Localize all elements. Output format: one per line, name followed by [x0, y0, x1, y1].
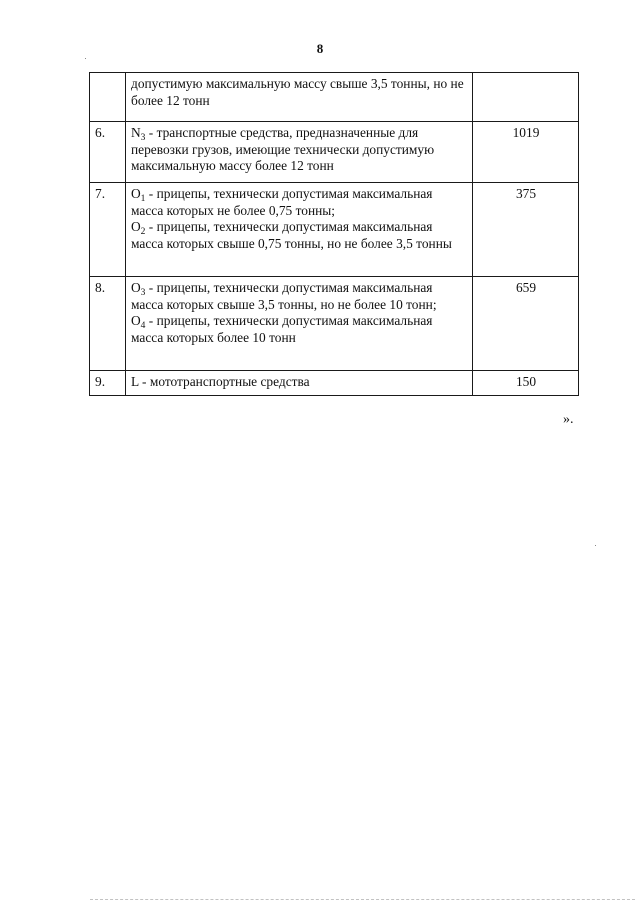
row-value — [473, 73, 579, 122]
scan-speck — [595, 545, 596, 546]
category-code: O — [131, 186, 141, 201]
category-text: - прицепы, технически допустимая максимальная масса которых не более 0,75 тонны; — [131, 186, 433, 218]
category-text: - транспортные средства, предназначенные для перевозки грузов, имеющие технически допустимую максимальную массу более 12 тонн — [131, 125, 435, 174]
category-text: - прицепы, технически допустимая максимальная масса которых более 10 тонн — [131, 313, 433, 345]
table-row — [90, 371, 579, 396]
row-value: 375 — [473, 183, 579, 277]
scan-edge-noise — [90, 899, 635, 902]
category-entry — [131, 186, 468, 219]
row-number — [90, 73, 126, 122]
table-row — [90, 183, 579, 277]
table-row — [90, 122, 579, 183]
row-description — [126, 122, 473, 183]
category-text: - прицепы, технически допустимая максимальная масса которых свыше 0,75 тонны, но не более 3,5 тонны — [131, 219, 452, 251]
row-description — [126, 183, 473, 277]
row-number: 6. — [90, 122, 126, 183]
category-entry — [131, 280, 468, 313]
vehicle-category-table — [89, 72, 579, 396]
category-code-subscript: 1 — [140, 194, 146, 204]
row-value: 659 — [473, 277, 579, 371]
category-code-subscript: 2 — [140, 227, 146, 238]
table-row — [90, 73, 579, 122]
closing-quote-mark: ». — [563, 412, 574, 427]
category-code-subscript: 4 — [140, 321, 146, 332]
category-text: - мототранспортные средства — [138, 374, 310, 389]
row-value: 1019 — [473, 122, 579, 183]
category-code: O — [131, 280, 141, 295]
category-code: L — [131, 374, 139, 389]
category-code: O — [131, 313, 141, 329]
category-entry — [131, 219, 468, 252]
row-value: 150 — [473, 371, 579, 396]
category-text: - прицепы, технически допустимая максимальная масса которых свыше 3,5 тонны, но не более 10 тонн; — [131, 280, 437, 312]
table-row — [90, 277, 579, 371]
row-number: 9. — [90, 371, 126, 396]
category-entry — [131, 313, 468, 346]
row-description: допустимую максимальную массу свыше 3,5 тонны, но не более 12 тонн — [126, 73, 473, 122]
category-code-subscript: 3 — [140, 133, 146, 143]
category-code-subscript: 3 — [140, 288, 146, 298]
row-number: 7. — [90, 183, 126, 277]
row-number: 8. — [90, 277, 126, 371]
category-code: N — [131, 125, 141, 140]
category-code: O — [131, 219, 141, 235]
row-description — [126, 277, 473, 371]
page-number: 8 — [316, 41, 324, 56]
scan-speck — [85, 58, 86, 59]
row-description — [126, 371, 473, 396]
